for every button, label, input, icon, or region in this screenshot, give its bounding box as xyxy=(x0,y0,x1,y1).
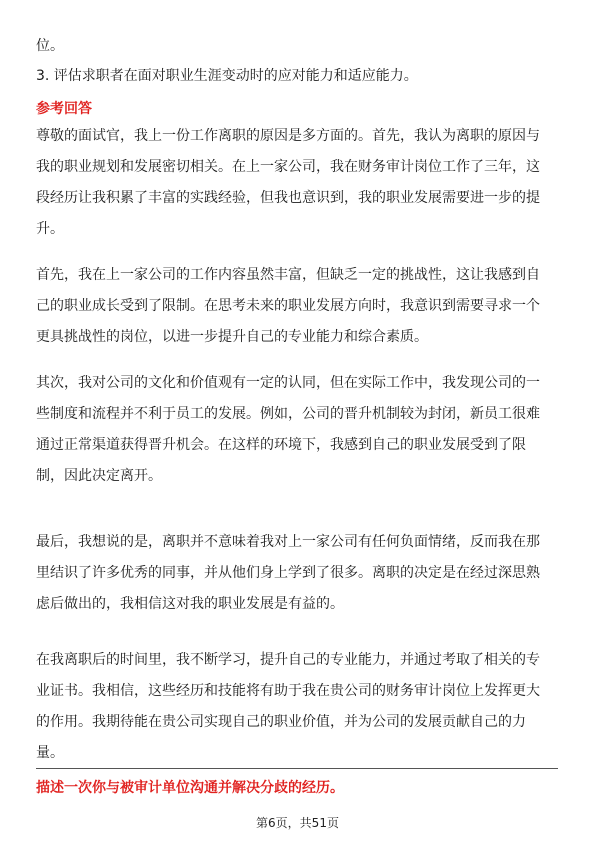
intro-line: 3. 评估求职者在面对职业生涯变动时的应对能力和适应能力。 xyxy=(36,68,418,84)
paragraph-line: 在我离职后的时间里，我不断学习，提升自己的专业能力，并通过考取了相关的专 xyxy=(36,652,540,668)
intro-line: 位。 xyxy=(36,38,64,54)
paragraph-line: 首先，我在上一家公司的工作内容虽然丰富，但缺乏一定的挑战性，这让我感到自 xyxy=(36,267,540,283)
paragraph-line: 通过正常渠道获得晋升机会。在这样的环境下，我感到自己的职业发展受到了限 xyxy=(36,437,526,453)
paragraph-line: 里结识了许多优秀的同事，并从他们身上学到了很多。离职的决定是在经过深思熟 xyxy=(36,565,540,581)
paragraph-line: 升。 xyxy=(36,221,64,237)
paragraph-line: 业证书。我相信，这些经历和技能将有助于我在贵公司的财务审计岗位上发挥更大 xyxy=(36,683,540,699)
paragraph-line: 段经历让我积累了丰富的实践经验，但我也意识到，我的职业发展需要进一步的提 xyxy=(36,190,540,206)
paragraph-line: 更具挑战性的岗位，以进一步提升自己的专业能力和综合素质。 xyxy=(36,329,428,345)
paragraph-line: 其次，我对公司的文化和价值观有一定的认同，但在实际工作中，我发现公司的一 xyxy=(36,375,540,391)
page-footer: 第6页，共51页 xyxy=(256,816,339,830)
next-question-heading: 描述一次你与被审计单位沟通并解决分歧的经历。 xyxy=(36,780,344,796)
paragraph-line: 制，因此决定离开。 xyxy=(36,468,162,484)
paragraph-line: 些制度和流程并不利于员工的发展。例如，公司的晋升机制较为封闭，新员工很难 xyxy=(36,406,540,422)
answer-heading: 参考回答 xyxy=(36,101,92,117)
paragraph-line: 的作用。我期待能在贵公司实现自己的职业价值，并为公司的发展贡献自己的力 xyxy=(36,714,526,730)
section-divider xyxy=(36,768,558,769)
paragraph-line: 虑后做出的，我相信这对我的职业发展是有益的。 xyxy=(36,596,344,612)
paragraph-line: 我的职业规划和发展密切相关。在上一家公司，我在财务审计岗位工作了三年，这 xyxy=(36,159,540,175)
paragraph-line: 最后，我想说的是，离职并不意味着我对上一家公司有任何负面情绪，反而我在那 xyxy=(36,534,540,550)
paragraph-line: 量。 xyxy=(36,745,64,761)
paragraph-line: 尊敬的面试官，我上一份工作离职的原因是多方面的。首先，我认为离职的原因与 xyxy=(36,128,540,144)
paragraph-line: 己的职业成长受到了限制。在思考未来的职业发展方向时，我意识到需要寻求一个 xyxy=(36,298,540,314)
